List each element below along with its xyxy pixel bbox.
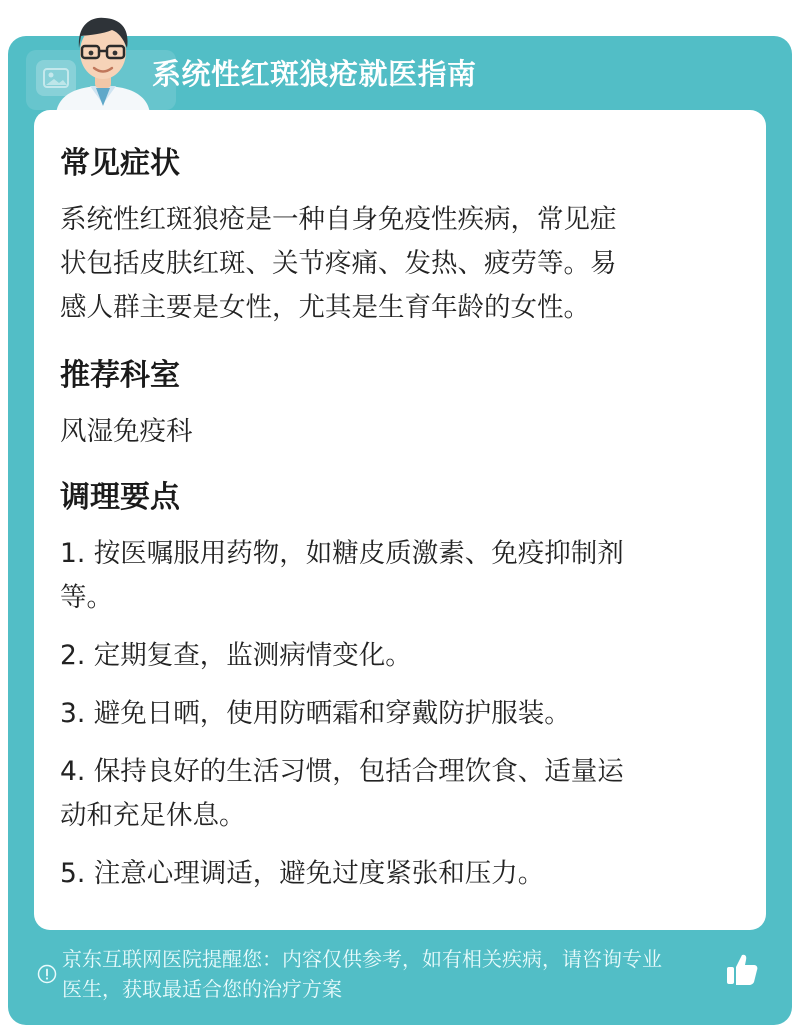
care-item-1-line-1: 1. 按医嘱服用药物，如糖皮质激素、免疫抑制剂 xyxy=(60,538,624,569)
doctor-avatar xyxy=(48,8,158,114)
care-item-5: 5. 注意心理调适，避免过度紧张和压力。 xyxy=(60,858,545,889)
care-heading: 调理要点 xyxy=(60,480,180,515)
symptoms-text-line-3: 感人群主要是女性，尤其是生育年龄的女性。 xyxy=(60,292,590,323)
care-item-4-line-2: 动和充足休息。 xyxy=(60,800,246,831)
thumbs-up-icon[interactable] xyxy=(724,950,760,988)
symptoms-heading: 常见症状 xyxy=(60,146,180,181)
symptoms-text-line-1: 系统性红斑狼疮是一种自身免疫性疾病，常见症 xyxy=(60,204,617,235)
disclaimer xyxy=(62,944,732,1004)
care-item-1-line-2: 等。 xyxy=(60,582,113,613)
department-text: 风湿免疫科 xyxy=(60,416,193,447)
care-item-4-line-1: 4. 保持良好的生活习惯，包括合理饮食、适量运 xyxy=(60,756,624,787)
department-heading: 推荐科室 xyxy=(60,358,180,393)
symptoms-text-line-2: 状包括皮肤红斑、关节疼痛、发热、疲劳等。易 xyxy=(60,248,617,279)
care-item-2: 2. 定期复查，监测病情变化。 xyxy=(60,640,412,671)
info-icon xyxy=(37,964,57,984)
content-panel xyxy=(34,110,766,930)
disclaimer-line-2: 医生，获取最适合您的治疗方案 xyxy=(62,977,342,1001)
care-item-3: 3. 避免日晒，使用防晒霜和穿戴防护服装。 xyxy=(60,698,571,729)
disclaimer-line-1: 京东互联网医院提醒您：内容仅供参考，如有相关疾病，请咨询专业 xyxy=(62,947,662,971)
page-title: 系统性红斑狼疮就医指南 xyxy=(152,57,477,91)
